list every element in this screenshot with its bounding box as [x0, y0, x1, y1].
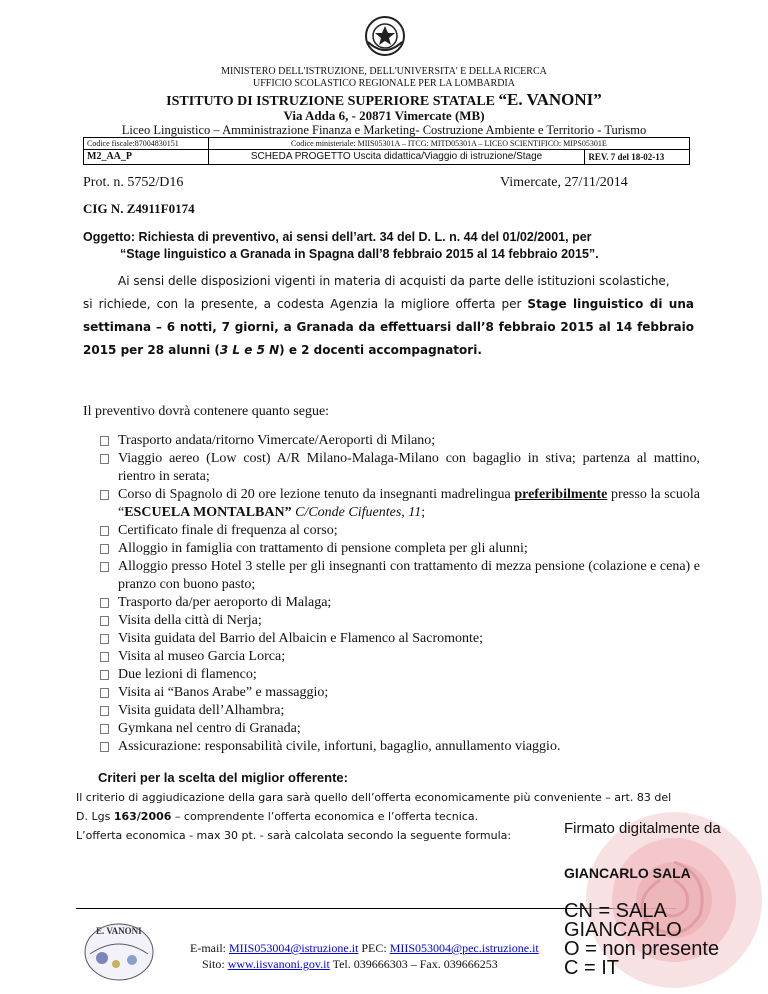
pec-link[interactable]: MIIS053004@pec.istruzione.it [389, 941, 539, 955]
list-item: Visita ai “Banos Arabe” e massaggio; [100, 684, 700, 702]
fiscal-code: Codice fiscale:87004830151 [84, 138, 209, 150]
school-logo [82, 920, 156, 984]
checkbox-icon [100, 454, 109, 464]
checkbox-icon [100, 616, 109, 626]
document-header-table [83, 137, 690, 165]
revision: REV. 7 del 18-02-13 [585, 150, 690, 165]
institute-courses: Liceo Linguistico – Amministrazione Finanza e Marketing- Costruzione Ambiente e Territorio - Turismo [121, 123, 647, 137]
ministerial-code: Codice ministeriale: MIIS05301A – ITCG: MITD05301A – LICEO SCIENTIFICO: MIPS05301E [208, 138, 689, 150]
list-item: Due lezioni di flamenco; [100, 666, 700, 684]
school-logo-text: E. VANONI [96, 926, 142, 936]
checkbox-icon [100, 634, 109, 644]
checkbox-icon [100, 688, 109, 698]
form-title: SCHEDA PROGETTO Uscita didattica/Viaggio di istruzione/Stage [208, 150, 585, 165]
subject-line-1: Oggetto: Richiesta di preventivo, ai sensi dell’art. 34 del D. L. n. 44 del 01/02/2001, per [83, 230, 592, 244]
institute-title: ISTITUTO DI ISTRUZIONE SUPERIORE STATALE “E. VANONI” [166, 90, 602, 109]
footer-contacts: E-mail: MIIS053004@istruzione.it PEC: MIIS053004@pec.istruzione.it Sito: www.iisvanoni.gov.it Tel. 039666303 – Fax. 039666253 [190, 941, 539, 971]
list-item: Alloggio presso Hotel 3 stelle per gli insegnanti con trattamento di mezza pensione (colazione e cena) e pranzo con buono pasto; [100, 558, 700, 594]
checkbox-icon [100, 526, 109, 536]
checkbox-icon [100, 436, 109, 446]
list-item: Alloggio in famiglia con trattamento di pensione completa per gli alunni; [100, 540, 700, 558]
checkbox-icon [100, 724, 109, 734]
checkbox-icon [100, 706, 109, 716]
list-item: Certificato finale di frequenza al corso; [100, 522, 700, 540]
checkbox-icon [100, 562, 109, 572]
checkbox-icon [100, 544, 109, 554]
cig-number: CIG N. Z4911F0174 [83, 201, 195, 216]
list-item: Viaggio aereo (Low cost) A/R Milano-Malaga-Milano con bagaglio in stiva; partenza al mattino, rientro in serata; [100, 450, 700, 486]
form-code: M2_AA_P [84, 150, 209, 165]
list-item: Visita guidata dell’Alhambra; [100, 702, 700, 720]
criteria-text: Il criterio di aggiudicazione della gara sarà quello dell’offerta economicamente più conveniente – art. 83 del D. Lgs 163/2006 – comprendente l’offerta economica e l’offerta tecnica. L’offerta economica - max 30 pt. - sarà calcolata secondo la seguente formula: [76, 791, 672, 842]
list-item: Gymkana nel centro di Granada; [100, 720, 700, 738]
list-item: Visita della città di Nerja; [100, 612, 700, 630]
institute-address: Via Adda 6, - 20871 Vimercate (MB) [283, 108, 485, 123]
intro-paragraph: Ai sensi delle disposizioni vigenti in materia di acquisti da parte delle istituzioni scolastiche, si richiede, con la presente, a codesta Agenzia la migliore offerta per Stage linguistico di una settimana – 6 notti, 7 giorni, a Granada da effettuarsi dall’8 febbraio 2015 al 14 febbraio 2015 per 28 alunni (3 L e 5 N) e 2 docenti accompagnatori. [83, 274, 694, 357]
list-item: Trasporto andata/ritorno Vimercate/Aeroporti di Milano; [100, 432, 700, 450]
website-link[interactable]: www.iisvanoni.gov.it [227, 957, 330, 971]
list-item: Trasporto da/per aeroporto di Malaga; [100, 594, 700, 612]
place-date: Vimercate, 27/11/2014 [500, 175, 628, 190]
list-item: Assicurazione: responsabilità civile, infortuni, bagaglio, annullamento viaggio. [100, 738, 700, 756]
subject-line-2: “Stage linguistico a Granada in Spagna dall’8 febbraio 2015 al 14 febbraio 2015”. [120, 247, 599, 261]
regional-office: UFFICIO SCOLASTICO REGIONALE PER LA LOMBARDIA [253, 78, 515, 89]
list-item: Corso di Spagnolo di 20 ore lezione tenuto da insegnanti madrelingua preferibilmente presso la scuola “ESCUELA MONTALBAN” C/Conde Cifuentes, 11; [100, 486, 700, 522]
email-link[interactable]: MIIS053004@istruzione.it [229, 941, 359, 955]
protocol-number: Prot. n. 5752/D16 [83, 175, 184, 190]
list-item: Visita al museo Garcia Lorca; [100, 648, 700, 666]
list-item: Visita guidata del Barrio del Albaicin e Flamenco al Sacromonte; [100, 630, 700, 648]
digital-signature-seal [560, 785, 768, 994]
signature-signer: GIANCARLO SALA [564, 865, 691, 881]
signature-line-1: Firmato digitalmente da [564, 820, 721, 837]
checkbox-icon [100, 742, 109, 752]
checkbox-icon [100, 670, 109, 680]
list-intro: Il preventivo dovrà contenere quanto segue: [83, 404, 330, 419]
requirements-list [100, 432, 700, 756]
checkbox-icon [100, 652, 109, 662]
checkbox-icon [100, 598, 109, 608]
checkbox-icon [100, 490, 109, 500]
ministry-name: MINISTERO DELL'ISTRUZIONE, DELL'UNIVERSITA' E DELLA RICERCA [221, 66, 547, 77]
italian-republic-emblem-icon [363, 14, 407, 58]
signature-details: CN = SALA GIANCARLO O = non presente C = IT [564, 900, 720, 979]
criteria-title: Criteri per la scelta del miglior offerente: [98, 770, 348, 785]
